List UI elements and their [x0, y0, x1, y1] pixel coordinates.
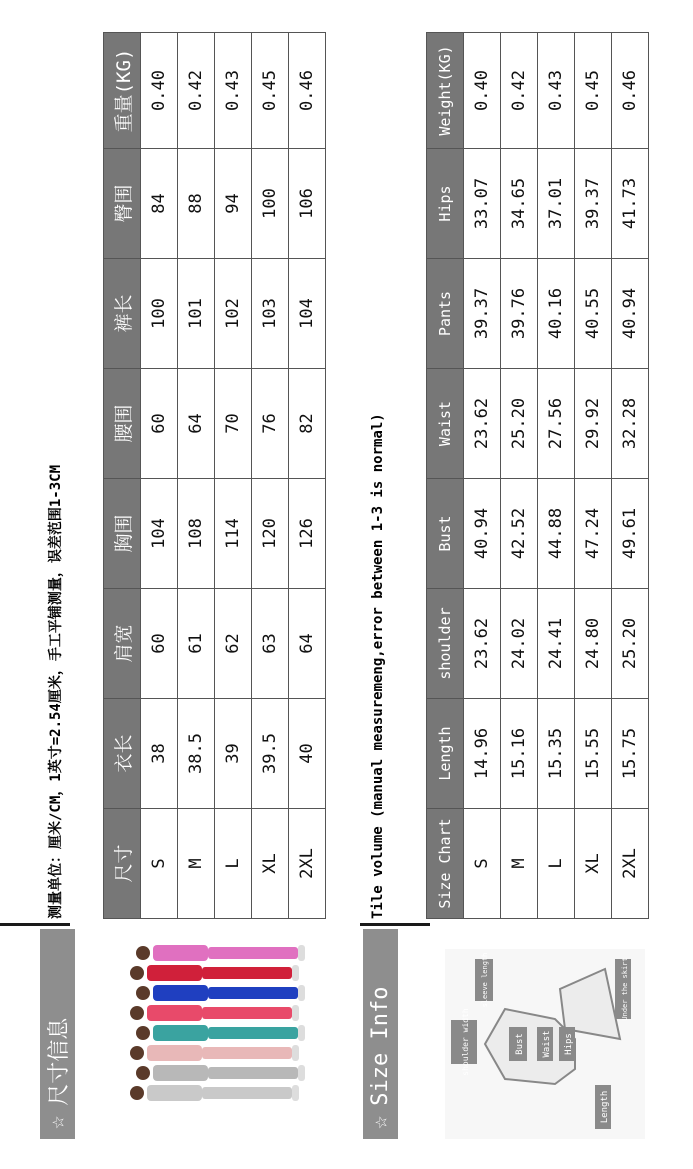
model-top [153, 1025, 208, 1041]
cell: 41.73 [612, 149, 649, 259]
cn-header-cell: 肩宽 [104, 589, 141, 699]
cell: 88 [178, 149, 215, 259]
cell: 126 [289, 479, 326, 589]
model-figure [136, 945, 305, 961]
model-top [147, 1005, 202, 1021]
model-figure [130, 1005, 299, 1021]
model-top [147, 1085, 202, 1101]
cell: 38 [141, 699, 178, 809]
cell: 0.43 [215, 33, 252, 149]
model-pants [208, 1027, 298, 1039]
cell: 114 [215, 479, 252, 589]
cell: 0.43 [538, 33, 575, 149]
model-shoe [292, 1085, 299, 1101]
model-shoe [292, 1045, 299, 1061]
table-row [501, 33, 538, 919]
table-row [141, 33, 178, 919]
star-icon: ☆ [45, 1115, 70, 1129]
cell: 34.65 [501, 149, 538, 259]
model-head [136, 1066, 150, 1080]
cell: 24.41 [538, 589, 575, 699]
cn-header-cell: 腰围 [104, 369, 141, 479]
cell: 104 [141, 479, 178, 589]
cell: 64 [178, 369, 215, 479]
model-figure [130, 1085, 299, 1101]
model-head [130, 1086, 144, 1100]
cell: 0.46 [289, 33, 326, 149]
cell: 101 [178, 259, 215, 369]
en-header-cell: Hips [427, 149, 464, 259]
en-header-cell: shoulder [427, 589, 464, 699]
cell: 102 [215, 259, 252, 369]
cn-section [0, 0, 330, 1169]
model-head [130, 1006, 144, 1020]
model-top [153, 985, 208, 1001]
en-title: Size Info [368, 986, 393, 1106]
cell: M [501, 809, 538, 919]
cell: 60 [141, 589, 178, 699]
table-row [215, 33, 252, 919]
model-pants [208, 947, 298, 959]
cn-vertical-rule [0, 923, 70, 926]
cell: 0.46 [612, 33, 649, 149]
cell: 61 [178, 589, 215, 699]
table-row [289, 33, 326, 919]
table-row [612, 33, 649, 919]
cell: 15.16 [501, 699, 538, 809]
en-header-cell: Waist [427, 369, 464, 479]
cell: 15.35 [538, 699, 575, 809]
model-shoe [298, 1065, 305, 1081]
cn-header-cell: 重量(KG) [104, 33, 141, 149]
model-pants [202, 1087, 292, 1099]
cell: 0.45 [252, 33, 289, 149]
model-top [153, 945, 208, 961]
cell: 25.20 [612, 589, 649, 699]
cell: 70 [215, 369, 252, 479]
cell: 120 [252, 479, 289, 589]
cell: 24.80 [575, 589, 612, 699]
en-measurement-note: Tile volume (manual measuremeng,error between 1-3 is normal) [370, 413, 386, 919]
cn-header-cell: 臀围 [104, 149, 141, 259]
cell: 32.28 [612, 369, 649, 479]
model-head [130, 966, 144, 980]
cell: 104 [289, 259, 326, 369]
model-head [136, 986, 150, 1000]
model-top [153, 1065, 208, 1081]
star-icon: ☆ [368, 1115, 393, 1129]
cn-header-cell: 胸围 [104, 479, 141, 589]
model-pants [208, 987, 298, 999]
cell: 39 [215, 699, 252, 809]
cell: 14.96 [464, 699, 501, 809]
table-row [252, 33, 289, 919]
cell: 40 [289, 699, 326, 809]
model-pants [208, 1067, 298, 1079]
en-size-table [426, 32, 649, 919]
diagram-label: Length [600, 1090, 610, 1124]
model-head [136, 946, 150, 960]
model-top [147, 1045, 202, 1061]
cell: 0.42 [501, 33, 538, 149]
cell: 24.02 [501, 589, 538, 699]
cell: 23.62 [464, 589, 501, 699]
model-head [130, 1046, 144, 1060]
cell: 94 [215, 149, 252, 259]
model-group-image [115, 939, 315, 1109]
diagram-label: Waist [542, 1030, 552, 1058]
table-row [575, 33, 612, 919]
diagram-label: Under the skirt [621, 957, 629, 1021]
diagram-label: Hips [564, 1033, 574, 1055]
cell: 37.01 [538, 149, 575, 259]
model-shoe [298, 945, 305, 961]
table-row [178, 33, 215, 919]
cell: 47.24 [575, 479, 612, 589]
model-shoe [298, 985, 305, 1001]
model-figure [136, 985, 305, 1001]
cell: 0.40 [464, 33, 501, 149]
cell: M [178, 809, 215, 919]
cell: 100 [252, 149, 289, 259]
model-shoe [298, 1025, 305, 1041]
cell: 62 [215, 589, 252, 699]
diagram-label: Bust [515, 1033, 525, 1055]
table-row [464, 33, 501, 919]
model-pants [202, 967, 292, 979]
cell: 39.37 [464, 259, 501, 369]
en-section [360, 0, 693, 1169]
cn-header-cell: 裤长 [104, 259, 141, 369]
en-header-cell: Length [427, 699, 464, 809]
cell: 0.45 [575, 33, 612, 149]
model-figure [130, 965, 299, 981]
diagram-label: shoulder width [461, 1008, 470, 1076]
cell: 0.40 [141, 33, 178, 149]
en-header-row [427, 33, 464, 919]
cell: 40.94 [464, 479, 501, 589]
model-pants [202, 1047, 292, 1059]
cell: 29.92 [575, 369, 612, 479]
cell: 44.88 [538, 479, 575, 589]
cell: S [464, 809, 501, 919]
cn-title: 尺寸信息 [47, 1017, 72, 1106]
cn-measurement-note: 测量单位：厘米/CM，1英寸=2.54厘米，手工平铺测量，误差范围1-3CM [48, 464, 64, 919]
cell: 25.20 [501, 369, 538, 479]
cell: 2XL [612, 809, 649, 919]
cell: 108 [178, 479, 215, 589]
cell: 27.56 [538, 369, 575, 479]
cell: 0.42 [178, 33, 215, 149]
cell: 60 [141, 369, 178, 479]
cell: 63 [252, 589, 289, 699]
cell: 38.5 [178, 699, 215, 809]
cell: 15.55 [575, 699, 612, 809]
model-figure [130, 1045, 299, 1061]
model-top [147, 965, 202, 981]
cell: L [538, 809, 575, 919]
cell: 2XL [289, 809, 326, 919]
cell: 39.5 [252, 699, 289, 809]
cell: 15.75 [612, 699, 649, 809]
cell: XL [252, 809, 289, 919]
cell: S [141, 809, 178, 919]
en-header-cell: Pants [427, 259, 464, 369]
model-head [136, 1026, 150, 1040]
cn-size-table [103, 32, 326, 919]
model-pants [202, 1007, 292, 1019]
cell: 49.61 [612, 479, 649, 589]
cn-title-bar [40, 929, 75, 1139]
model-shoe [292, 1005, 299, 1021]
cell: 33.07 [464, 149, 501, 259]
en-header-cell: Bust [427, 479, 464, 589]
model-figure [136, 1025, 305, 1041]
diagram-label: sleeve length [481, 952, 489, 1008]
cell: 40.94 [612, 259, 649, 369]
cell: 64 [289, 589, 326, 699]
en-title-bar [363, 929, 398, 1139]
cell: 23.62 [464, 369, 501, 479]
garment-measurement-diagram [445, 949, 645, 1139]
model-shoe [292, 965, 299, 981]
cell: 76 [252, 369, 289, 479]
cell: 40.16 [538, 259, 575, 369]
en-header-cell: Size Chart [427, 809, 464, 919]
cell: L [215, 809, 252, 919]
cell: XL [575, 809, 612, 919]
en-vertical-rule [360, 923, 430, 926]
cell: 42.52 [501, 479, 538, 589]
cell: 103 [252, 259, 289, 369]
cell: 82 [289, 369, 326, 479]
cell: 39.37 [575, 149, 612, 259]
model-figure [136, 1065, 305, 1081]
cn-header-cell: 衣长 [104, 699, 141, 809]
en-header-cell: Weight(KG) [427, 33, 464, 149]
table-row [538, 33, 575, 919]
cell: 39.76 [501, 259, 538, 369]
cell: 100 [141, 259, 178, 369]
cell: 40.55 [575, 259, 612, 369]
cell: 106 [289, 149, 326, 259]
cn-header-cell: 尺寸 [104, 809, 141, 919]
cn-header-row [104, 33, 141, 919]
cell: 84 [141, 149, 178, 259]
